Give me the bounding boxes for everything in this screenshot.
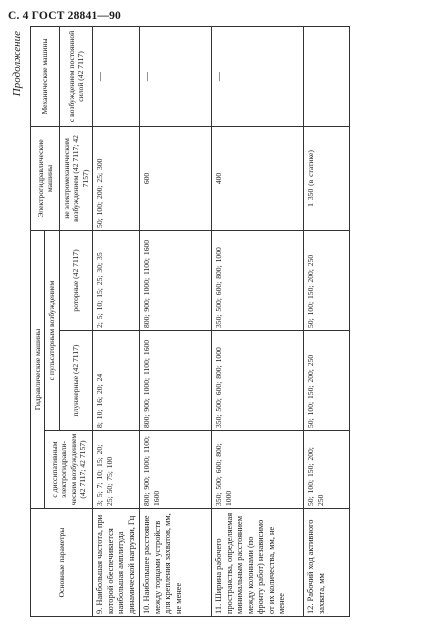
- header-electrohydraulic: Электрогидравлические машины: [31, 126, 60, 230]
- header-dissipative: с диссипативным электрогидравлическим возбуждением (42 7117; 42 7157): [45, 431, 93, 509]
- row-parameter: 11. Ширина рабочего пространства, определяемая минимальным расстоянием между колоннами (по фронту работ) независимо от их количества, мм, не менее: [212, 509, 304, 617]
- cell-electro: 600: [140, 126, 212, 230]
- cell-plunger: 50; 100; 150; 200; 250: [304, 331, 350, 431]
- cell-mechanical: —: [93, 26, 140, 126]
- cell-mechanical: [304, 26, 350, 126]
- cell-electro: 400: [212, 126, 304, 230]
- table-row: [140, 26, 212, 616]
- header-hydraulic: Гидравлические машины: [31, 230, 45, 508]
- table-row: [304, 26, 350, 616]
- cell-plunger: 350; 500; 600; 800; 1000: [212, 331, 304, 431]
- table-row: [212, 26, 304, 616]
- cell-plunger: 800; 900; 1000; 1100; 1600: [140, 331, 212, 431]
- cell-rotary: 50; 100; 150; 200; 250: [304, 230, 350, 330]
- header-mechanical-constant: с возбуждением постоянной силой (42 7117): [59, 26, 92, 126]
- cell-mechanical: —: [212, 26, 304, 126]
- header-pulsating: с пульсаторным возбуждением: [45, 230, 59, 430]
- cell-dissipative: 800; 900; 1000; 1100; 1600: [140, 431, 212, 509]
- page-header: С. 4 ГОСТ 28841—90: [8, 10, 121, 22]
- header-plunger: плунжерные (42 7117): [59, 331, 92, 431]
- cell-electro: 1 350 (в статике): [304, 126, 350, 230]
- parameters-table: [30, 26, 350, 617]
- cell-dissipative: 3; 5; 7; 10; 15; 20; 25; 50; 75; 100: [93, 431, 140, 509]
- row-parameter: 9. Наибольшая частота, при которой обеспечивается наибольшая амплитуда динамической нагрузки, Гц: [93, 509, 140, 617]
- header-mechanical: Механические машины: [31, 26, 60, 126]
- cell-electro: 50; 100; 200; 25; 300: [93, 126, 140, 230]
- cell-dissipative: 50; 100; 150; 200; 250: [304, 431, 350, 509]
- row-parameter: 10. Наибольшее расстояние между торцами устройств для крепления захватов, мм, не менее: [140, 509, 212, 617]
- cell-mechanical: —: [140, 26, 212, 126]
- cell-rotary: 2; 5; 10; 15; 25; 30; 35: [93, 230, 140, 330]
- row-parameter: 12. Рабочий ход активного захвата, мм: [304, 509, 350, 617]
- cell-rotary: 800; 900; 1000; 1100; 1600: [140, 230, 212, 330]
- table-row: [93, 26, 140, 616]
- header-electro-no-excitation: не электромеханическим возбуждением (42 7117; 42 7157): [59, 126, 92, 230]
- rotated-table-region: [8, 27, 408, 617]
- cell-plunger: 8; 10; 16; 20; 24: [93, 331, 140, 431]
- header-main-parameters: Основные параметры: [31, 509, 93, 617]
- cell-dissipative: 350; 500; 600; 800; 1000: [212, 431, 304, 509]
- continuation-label: Продолжение: [11, 31, 23, 97]
- cell-rotary: 350; 500; 600; 800; 1000: [212, 230, 304, 330]
- header-rotary: роторные (42 7117): [59, 230, 92, 330]
